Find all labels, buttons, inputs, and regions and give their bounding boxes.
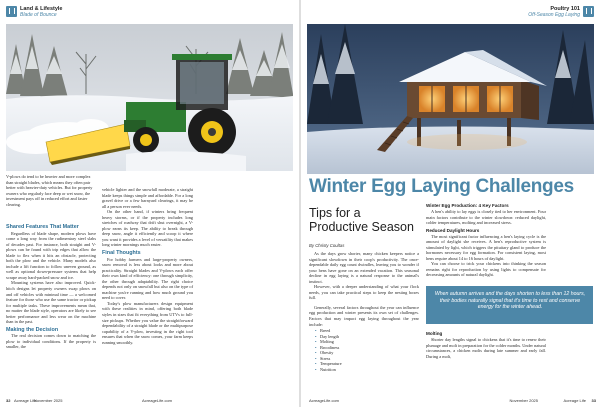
paragraph: Regardless of blade shape, modern plows have come a long way from the rudimentary steel slabs of decades past. For instance, both straight and V-plows can be found with trip edges that allow the blade to flex when it hits an obstacle, protecting both the plow and the vehicle. Many models also include a lift function to follow uneven ground, as well as optional down-pressure systems that help scrape away hard-packed snow and ice. [6,230,96,280]
paragraph: On the other hand, if winters bring frequent heavy storms, or if the property includes long stretches of roadway that drift shut overnight, a V-plow earns its keep. The ability to break through deep snow, angle it efficiently and scoop it where you want it provides a level of versatility that makes long winter mornings much easier. [102,209,193,248]
list-item: • Molting [315,339,419,345]
website-url[interactable]: AcreageLife.com [142,398,173,403]
snowy-chicken-coop-photo [307,24,594,174]
list-item: • Breed [315,328,419,334]
paragraph: vehicle lighter and the snowfall moderate, a straight blade keeps things simple and affordable. For a long gravel drive or a few barnyard clearings, it may be all a person ever needs. [102,187,193,209]
page-number: 32 [6,398,11,403]
magazine-logo-icon [583,6,594,17]
paragraph: For hobby farmers and large-property owners, snow removal is less about looks and more about practicality. Straight blades and V-plows each offer their own kind of efficiency: one through simplicity, the other through adaptability. The right choice depends not only on snowfall but also on the type of machine you're running and how much ground you need to cover. [102,256,193,301]
website-url[interactable]: AcreageLife.com [309,398,340,403]
list-item: • Broodiness [315,345,419,351]
left-page [0,0,299,407]
left-lead-paragraph: V-plows do tend to be heavier and more complex than straight blades, which means they often pair better with heavier-duty vehicles. But for property owners who regularly face deep or wet snow, the investment pays off in reduced effort and faster clearing. [6,174,93,207]
right-column-1 [309,251,419,373]
pull-quote-callout [426,286,593,324]
heading-molting: Molting [426,331,443,336]
left-column-2 [102,187,193,345]
list-item: • Obesity [315,350,419,356]
pull-quote-text: When autumn arrives and the days shorten to less than 12 hours, their bodies naturally signal that it's time to rest and conserve energy for the winter ahead. [434,291,586,310]
paragraph: The real decision comes down to matching the plow to individual conditions. If the property is smaller, the [6,333,96,350]
subsection-label: Off-Season Egg Laying [528,12,580,18]
issue-date: November 2025 [34,398,63,403]
magazine-logo-icon [6,6,17,17]
heading-reduced-daylight: Reduced Daylight Hours [426,227,480,233]
right-column-2 [426,201,546,278]
paragraph: As the days grow shorter, many chicken keepers notice a significant slowdown in their coop's productivity. The once-dependable daily egg count dwindles, leaving you to wonder if your hens have gone on an extended vacation. This seasonal decline in egg laying is a natural response to the animal's instinct. [309,251,419,284]
list-item: • Stress [315,356,419,362]
magazine-name: Acreage Life [14,398,37,403]
article-title: Winter Egg Laying Challenges [309,176,574,197]
page-number: 33 [591,398,596,403]
right-column-2-continued [426,329,546,359]
list-item: • Nutrition [315,367,419,373]
paragraph: Shorter day lengths signal to chickens that it's time to renew their plumage and molt in preparation for the colder months. Under natural circumstances, a chicken molts during late summer and early fall. During a molt, [426,337,546,359]
paragraph: Today's plow manufacturers design equipment with these realities in mind, offering both blade styles in sizes that fit everything from UTVs to full-size pickups. Whether you value the straightforward dependability of a straight blade or the multipurpose capability of a V-plow, investing in the right tool ensures that when the snow comes, your farm keeps running smoothly. [102,300,193,345]
article-subtitle: Tips for a Productive Season [309,206,414,234]
article-byline: By Christy Coultas [309,243,345,248]
issue-date: November 2025 [509,398,538,403]
paragraph: Mounting systems have also improved. Quick-hitch designs let property owners swap plows on and off vehicles with minimal time — a welcomed feature for those who use the same tractor or pickup for multiple tasks. These improvements mean that, no matter the blade style, operators are likely to see better performance and less wear on the machine than in the past. [6,280,96,325]
heading-shared-features: Shared Features That Matter [6,224,79,230]
factor-list [315,328,419,372]
tractor-illustration [6,24,293,171]
heading-final-thoughts: Final Thoughts [102,250,141,257]
right-page [301,0,600,407]
paragraph: Generally, several factors throughout the year can influence egg production and winter presents its own set of challenges. Factors that may impact egg laying throughout the year include: [309,304,419,327]
magazine-name: Acreage Life [563,398,586,403]
paragraph: The most significant factor influencing a hen's laying cycle is the amount of daylight she receives. A hen's reproductive system is stimulated by light, which triggers the pituitary gland to produce the hormones necessary for egg formation. For consistent laying, most hens require about 14 to 16 hours of daylight. [426,233,546,261]
coop-illustration [307,24,594,174]
list-item: • Day length [315,334,419,340]
heading-key-factors: Winter Egg Production: 4 Key Factors [426,203,509,208]
paragraph: A hen's ability to lay eggs is closely tied to her environment. Four main factors contribute to the winter slowdown: reduced daylight, colder temperatures, molting and increased stress. [426,209,546,226]
paragraph: However, with a deeper understanding of what your flock needs, you can take practical steps to keep the nesting boxes full. [309,284,419,301]
subsection-label: Blade of Bounce [20,12,57,18]
section-label: Land & Lifestyle [20,6,63,12]
heading-making-decision: Making the Decision [6,326,59,333]
section-label: Poultry 101 [550,6,580,12]
list-item: • Temperature [315,361,419,367]
paragraph: You can choose to trick your chickens into thinking the season remains right for reproduction by using lights to compensate for decreasing amounts of natural daylight. [426,261,546,278]
snow-plow-tractor-photo [6,24,293,171]
left-column-1 [6,222,96,350]
